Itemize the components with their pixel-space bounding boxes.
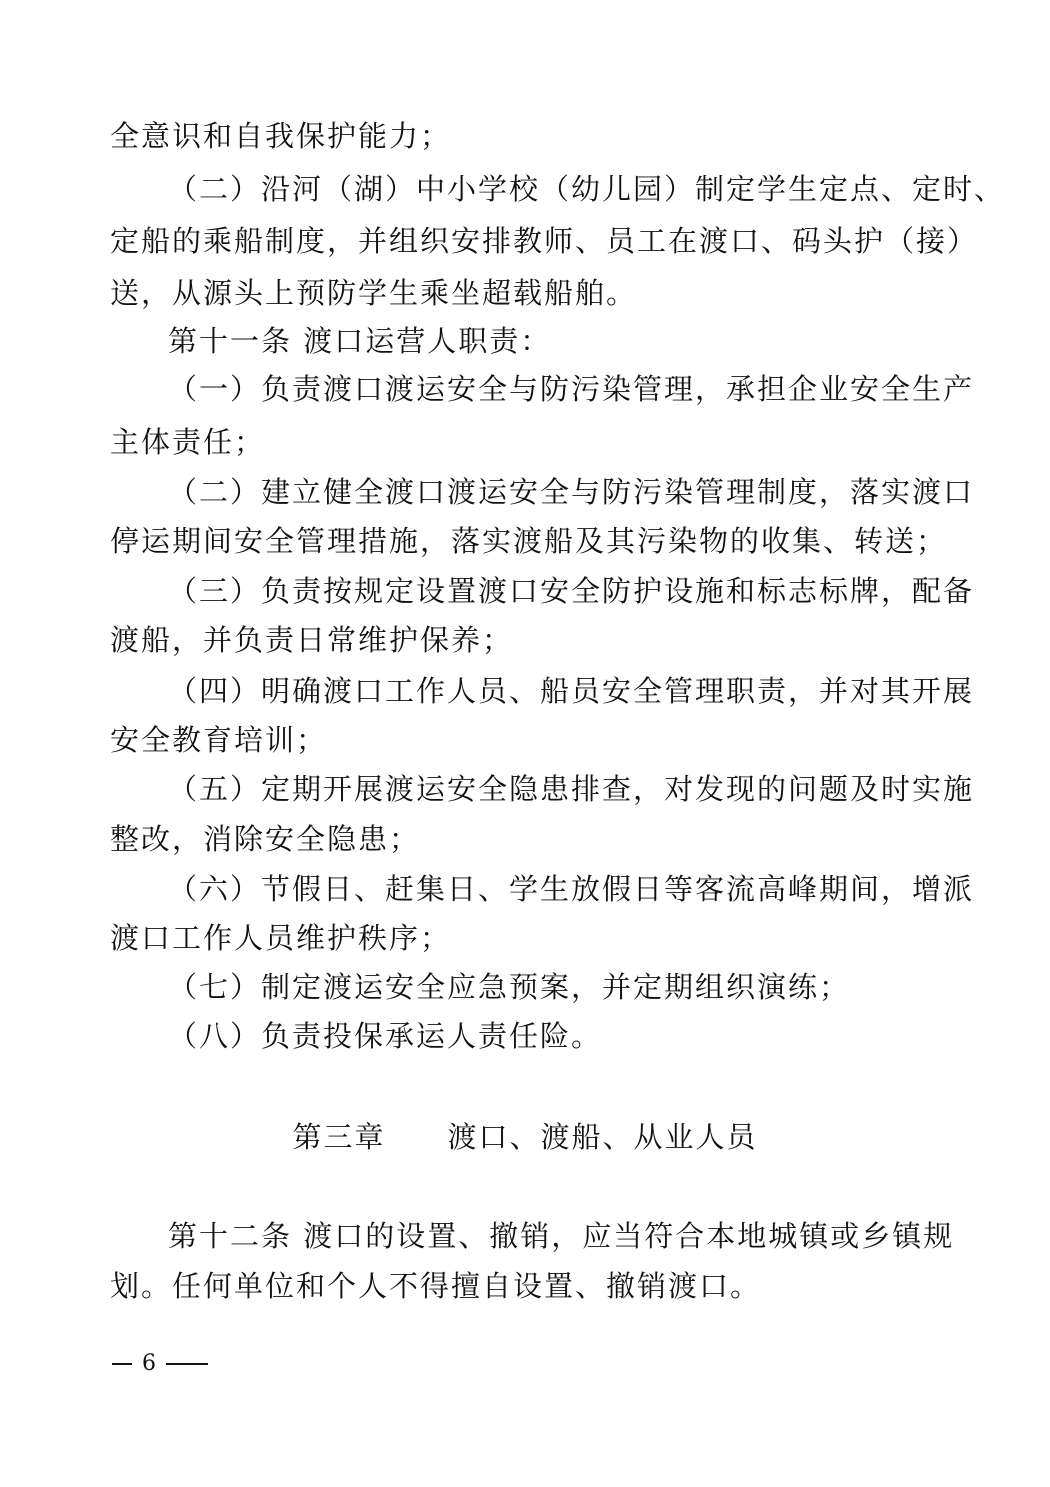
page-number: 6 [142,1351,156,1376]
text-line: 全意识和自我保护能力； [110,119,452,153]
chapter-heading: 第三章 渡口、渡船、从业人员 [292,1120,758,1154]
text-line: 送，从源头上预防学生乘坐超载船舶。 [110,276,638,310]
text-line: 整改，消除安全隐患； [110,822,421,856]
item-3-line: （三）负责按规定设置渡口安全防护设施和标志标牌，配备 [168,574,975,608]
text-line: 安全教育培训； [110,723,328,757]
text-line: 定船的乘船制度，并组织安排教师、员工在渡口、码头护（接） [110,224,979,258]
item-2-line: （二）建立健全渡口渡运安全与防污染管理制度，落实渡口 [168,475,975,509]
text-line: 主体责任； [110,425,266,459]
item-1-line: （一）负责渡口渡运安全与防污染管理，承担企业安全生产 [168,372,975,406]
footer-dash-right [166,1363,208,1365]
item-5-line: （五）定期开展渡运安全隐患排查，对发现的问题及时实施 [168,772,975,806]
item-8-line: （八）负责投保承运人责任险。 [168,1019,603,1053]
text-line: 划。任何单位和个人不得擅自设置、撤销渡口。 [110,1269,762,1303]
article-12-line: 第十二条 渡口的设置、撤销，应当符合本地城镇或乡镇规 [168,1219,955,1253]
item-7-line: （七）制定渡运安全应急预案，并定期组织演练； [168,970,851,1004]
text-line: 停运期间安全管理措施，落实渡船及其污染物的收集、转送； [110,524,948,558]
item-4-line: （四）明确渡口工作人员、船员安全管理职责，并对其开展 [168,674,975,708]
footer-dash-left [112,1363,132,1365]
text-line: 渡船，并负责日常维护保养； [110,623,514,657]
page-footer [112,1353,208,1375]
clause-2-heading-line: （二）沿河（湖）中小学校（幼儿园）制定学生定点、定时、 [168,172,1006,206]
text-line: 渡口工作人员维护秩序； [110,921,452,955]
article-11-heading: 第十一条 渡口运营人职责： [168,324,552,358]
item-6-line: （六）节假日、赶集日、学生放假日等客流高峰期间，增派 [168,872,975,906]
